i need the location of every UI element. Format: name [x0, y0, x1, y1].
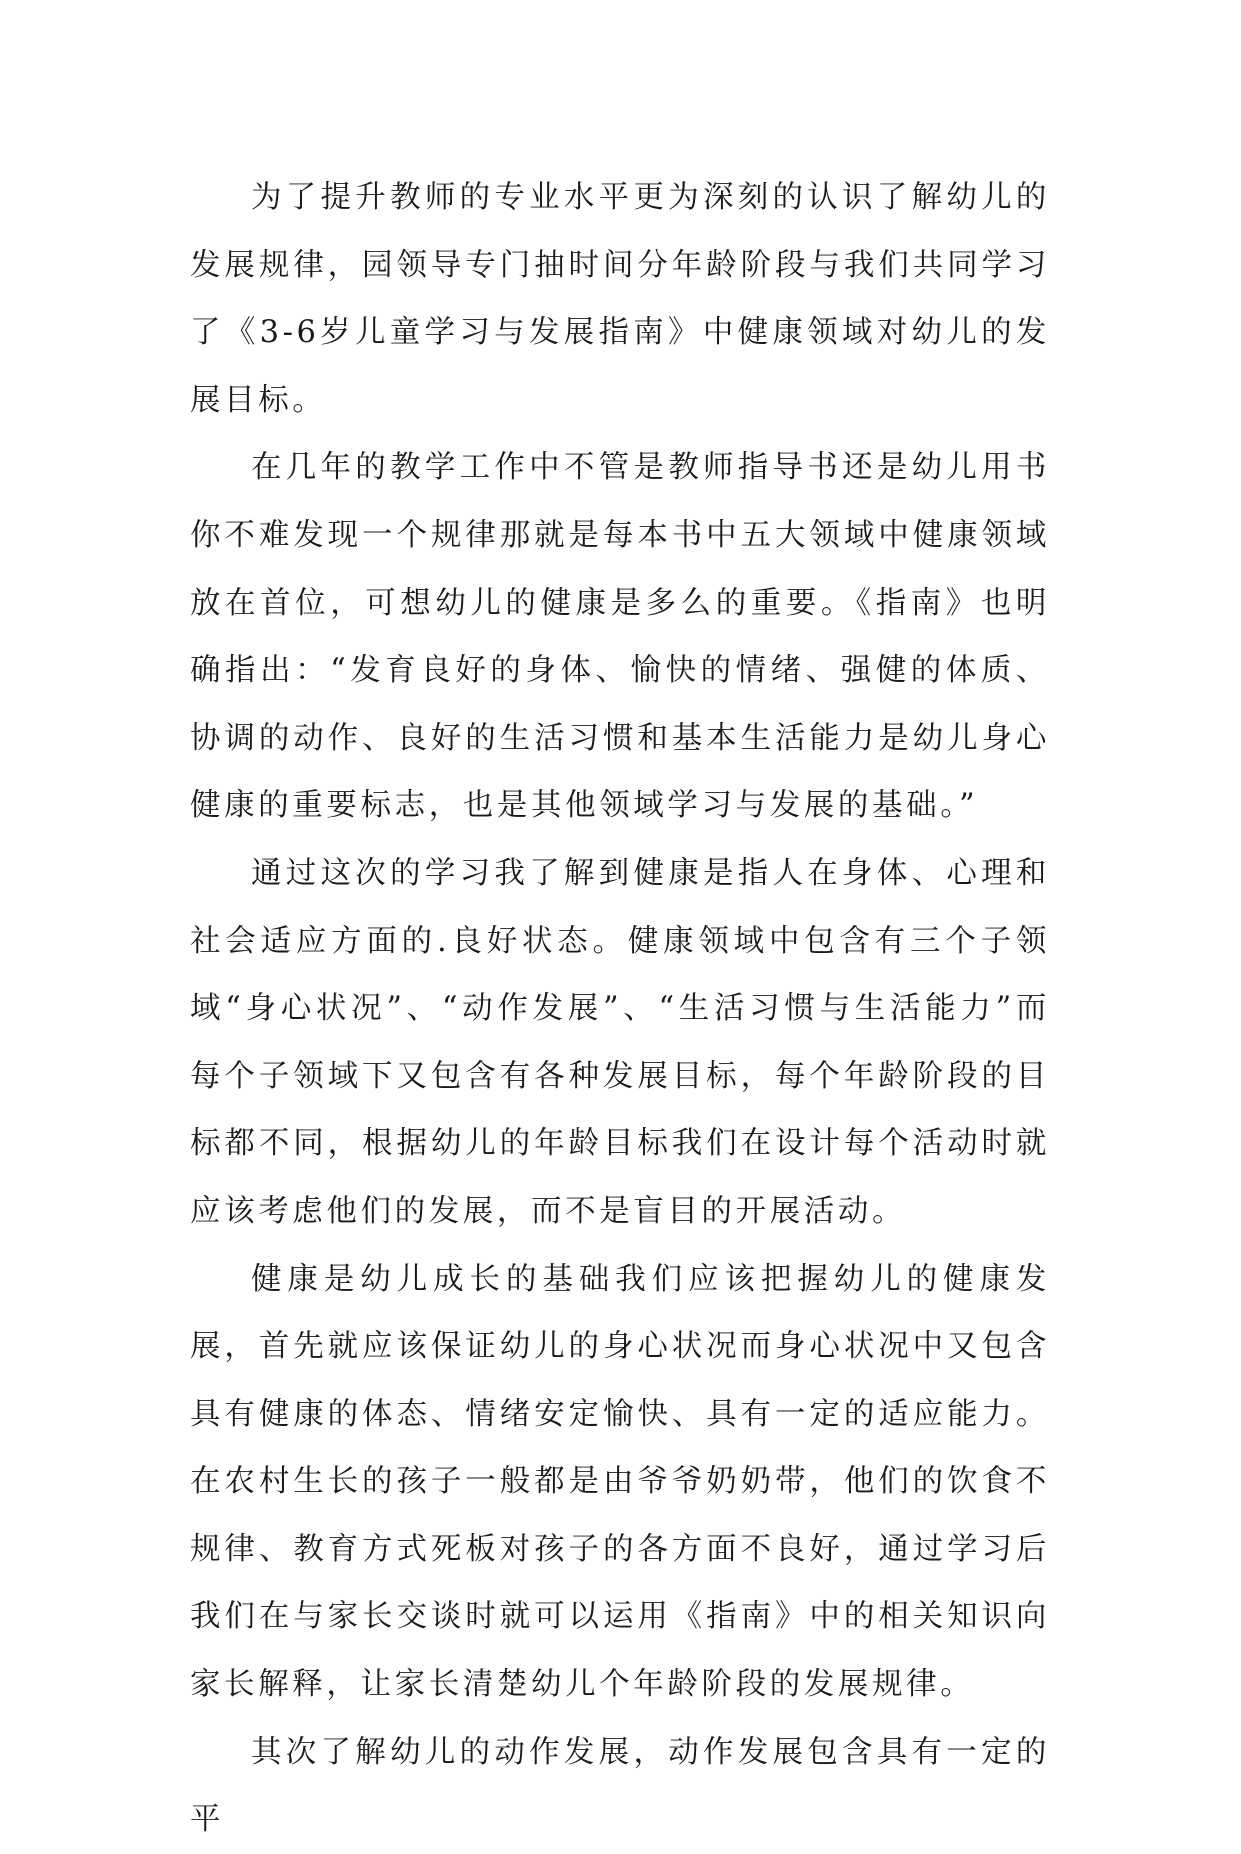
- document-body: [190, 164, 1050, 1854]
- paragraph: 通过这次的学习我了解到健康是指人在身体、心理和社会适应方面的.良好状态。健康领域中包含有三个子领域“身心状况”、“动作发展”、“生活习惯与生活能力”而每个子领域下又包含有各种发展目标，每个年龄阶段的目标都不同，根据幼儿的年龄目标我们在设计每个活动时就应该考虑他们的发展，而不是盲目的开展活动。: [190, 855, 1050, 1229]
- paragraph: 其次了解幼儿的动作发展，动作发展包含具有一定的平: [190, 1734, 1050, 1838]
- paragraph: 健康是幼儿成长的基础我们应该把握幼儿的健康发展，首先就应该保证幼儿的身心状况而身心状况中又包含具有健康的体态、情绪安定愉快、具有一定的适应能力。在农村生长的孩子一般都是由爷爷奶奶带，他们的饮食不规律、教育方式死板对孩子的各方面不良好，通过学习后我们在与家长交谈时就可以运用《指南》中的相关知识向家长解释，让家长清楚幼儿个年龄阶段的发展规律。: [190, 1261, 1050, 1703]
- paragraph: 为了提升教师的专业水平更为深刻的认识了解幼儿的发展规律，园领导专门抽时间分年龄阶段与我们共同学习了《3-6岁儿童学习与发展指南》中健康领域对幼儿的发展目标。: [190, 180, 1050, 418]
- paragraph: 在几年的教学工作中不管是教师指导书还是幼儿用书你不难发现一个规律那就是每本书中五大领域中健康领域放在首位，可想幼儿的健康是多么的重要。《指南》也明确指出：“发育良好的身体、愉快的情绪、强健的体质、协调的动作、良好的生活习惯和基本生活能力是幼儿身心健康的重要标志，也是其他领域学习与发展的基础。”: [190, 450, 1050, 824]
